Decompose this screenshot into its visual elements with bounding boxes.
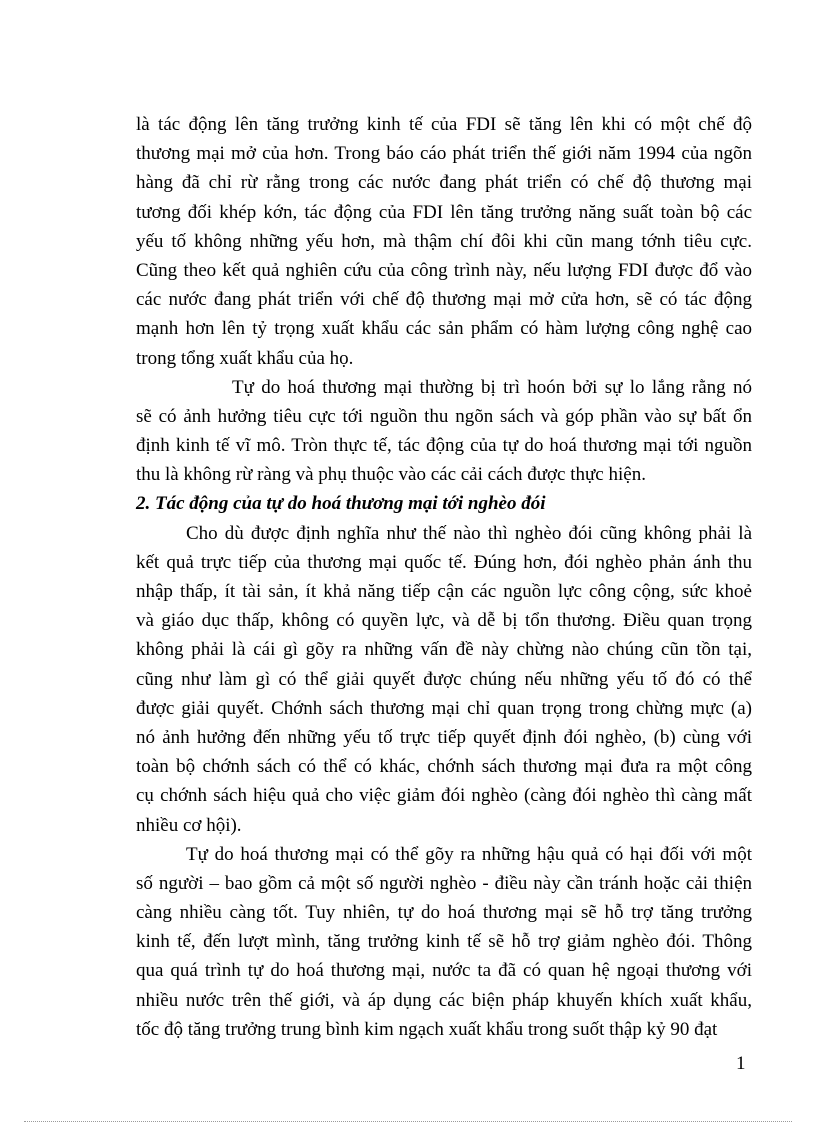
page-bottom-divider bbox=[24, 1121, 792, 1122]
text-line: kết quả trực tiếp của thương mại quốc tế. Đúng hơn, đói nghèo phản ánh thu bbox=[136, 551, 752, 573]
paragraph-trade-liberalization-delay bbox=[136, 373, 752, 490]
text-line: nhiều cơ hội). bbox=[136, 814, 242, 836]
text-line: cụ chớnh sách hiệu quả cho việc giảm đói nghèo (càng đói nghèo thì càng mất bbox=[136, 785, 752, 807]
text-line: kinh tế, đến lượt mình, tăng trưởng kinh tế sẽ hỗ trợ giảm nghèo đói. Thông bbox=[136, 931, 752, 953]
paragraph-trade-liberalization-effects bbox=[136, 840, 752, 1044]
paragraph-poverty-definition bbox=[136, 519, 752, 840]
text-line: được giải quyết. Chớnh sách thương mại chỉ quan trọng trong chừng mực (a) bbox=[136, 697, 752, 719]
text-line: Tự do hoá thương mại có thể gõy ra những hậu quả có hại đối với một bbox=[186, 843, 752, 865]
text-line: thương mại mở của hơn. Trong báo cáo phát triển thế giới năm 1994 của ngõn bbox=[136, 143, 752, 165]
section-heading: 2. Tác động của tự do hoá thương mại tới nghèo đói bbox=[136, 493, 546, 515]
text-line: nhập thấp, ít tài sản, ít khả năng tiếp cận các nguồn lực công cộng, sức khoẻ bbox=[136, 581, 752, 602]
page-number: 1 bbox=[736, 1053, 746, 1074]
text-line: hàng đã chỉ rừ rằng trong các nước đang phát triển có chế độ thương mại bbox=[136, 172, 752, 194]
text-line: tương đối khép kớn, tác động của FDI lên tăng trưởng năng suất toàn bộ các bbox=[136, 201, 752, 223]
text-line: yếu tố không những yếu hơn, mà thậm chí đôi khi cũn mang tớnh tiêu cực. bbox=[136, 230, 752, 252]
text-line: sẽ có ảnh hưởng tiêu cực tới nguồn thu ngõn sách và góp phần vào sự bất ổn bbox=[136, 405, 752, 427]
text-line: trong tổng xuất khẩu của họ. bbox=[136, 347, 354, 369]
text-line: toàn bộ chớnh sách có thể có khác, chớnh sách thương mại đưa ra một công bbox=[136, 756, 752, 778]
text-line: tốc độ tăng trưởng trung bình kim ngạch xuất khẩu trong suốt thập kỷ 90 đạt bbox=[136, 1018, 718, 1040]
text-line: Tự do hoá thương mại thường bị trì hoón bởi sự lo lắng rằng nó bbox=[232, 376, 752, 398]
text-line: là tác động lên tăng trưởng kinh tế của FDI sẽ tăng lên khi có một chế độ bbox=[136, 114, 752, 135]
text-line: qua quá trình tự do hoá thương mại, nước ta đã có quan hệ ngoại thương với bbox=[136, 960, 752, 982]
text-line: không phải là cái gì gõy ra những vấn đề này chừng nào chúng cũn tồn tại, bbox=[136, 639, 752, 661]
document-body bbox=[136, 110, 752, 1044]
text-line: Cho dù được định nghĩa như thế nào thì nghèo đói cũng không phải là bbox=[186, 522, 752, 544]
text-line: càng nhiều càng tốt. Tuy nhiên, tự do hoá thương mại sẽ hỗ trợ tăng trưởng bbox=[136, 902, 752, 924]
paragraph-fdi-trade-regime bbox=[136, 110, 752, 373]
text-line: Cũng theo kết quả nghiên cứu của công trình này, nếu lượng FDI được đổ vào bbox=[136, 259, 752, 281]
text-line: nó ảnh hưởng đến những yếu tố trực tiếp quyết định đói nghèo, (b) cùng với bbox=[136, 726, 752, 748]
text-line: mạnh hơn lên tỷ trọng xuất khẩu các sản phẩm có hàm lượng công nghệ cao bbox=[136, 318, 752, 340]
text-line: định kinh tế vĩ mô. Tròn thực tế, tác động của tự do hoá thương mại tới nguồn bbox=[136, 435, 752, 457]
text-line: thu là không rừ ràng và phụ thuộc vào các cải cách được thực hiện. bbox=[136, 464, 646, 486]
text-line: cũng như làm gì có thể giải quyết được chúng nếu những yếu tố đó có thể bbox=[136, 668, 752, 690]
text-line: các nước đang phát triển với chế độ thương mại mở cửa hơn, sẽ có tác động bbox=[136, 289, 752, 311]
text-line: nhiều nước trên thế giới, và áp dụng các biện pháp khuyến khích xuất khẩu, bbox=[136, 989, 752, 1011]
text-line: số người – bao gồm cả một số người nghèo - điều này cần tránh hoặc cải thiện bbox=[136, 872, 752, 894]
text-line: và giáo dục thấp, không có quyền lực, và dễ bị tổn thương. Điều quan trọng bbox=[136, 610, 752, 632]
